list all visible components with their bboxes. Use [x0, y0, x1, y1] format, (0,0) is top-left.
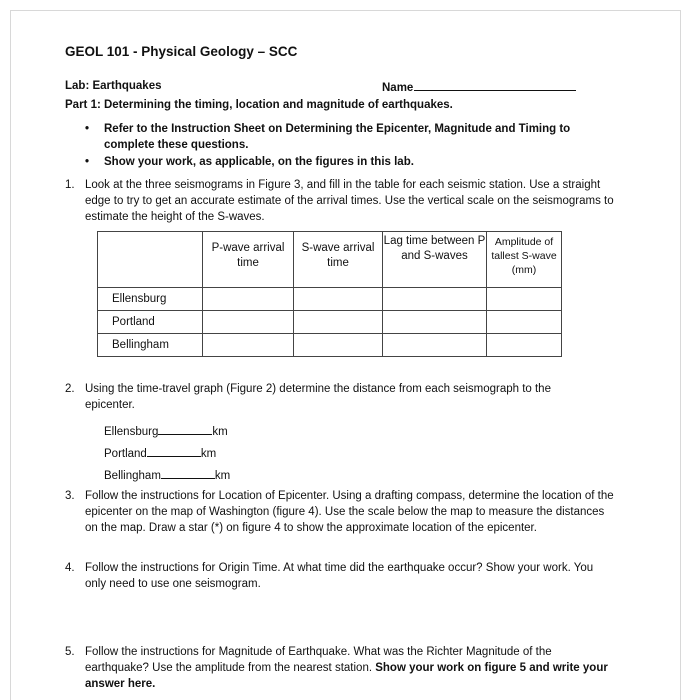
lab-label: Lab: Earthquakes: [65, 80, 162, 92]
table-header-p-wave: P-wave arrival time: [203, 232, 294, 288]
question-4-text: Follow the instructions for Origin Time. At what time did the earthquake occur? Show your work. You only need to use one seismogram.: [85, 562, 594, 590]
bullet-dot: •: [85, 123, 90, 135]
distance-line-ellensburg: [104, 422, 228, 440]
distance-line-portland: [104, 444, 216, 462]
question-3-text: Follow the instructions for Location of Epicenter. Using a drafting compass, determine the location of the epicenter on the map of Washington (figure 4). Use the scale below the map to measure the distances on the map. Draw a star (*) on figure 4 to show the approximate location of the epicenter.: [85, 490, 614, 534]
table-header-lag-time: Lag time between P and S-waves: [383, 232, 487, 288]
station-name: Portland: [104, 448, 147, 460]
name-label: Name: [382, 82, 414, 94]
bullet-show-work: Show your work, as applicable, on the figures in this lab.: [104, 156, 414, 168]
name-field: [382, 78, 576, 96]
table-cell-input[interactable]: [383, 334, 487, 357]
table-header-s-wave: S-wave arrival time: [294, 232, 383, 288]
table-cell-input[interactable]: [383, 288, 487, 311]
table-cell-input[interactable]: [294, 334, 383, 357]
answer-blank[interactable]: [158, 422, 212, 435]
table-cell-input[interactable]: [203, 334, 294, 357]
unit-km: km: [214, 470, 231, 482]
part1-heading: Part 1: Determining the timing, location and magnitude of earthquakes.: [65, 99, 453, 111]
distance-line-bellingham: [104, 466, 230, 484]
seismogram-table: [97, 231, 562, 357]
station-name: Ellensburg: [104, 426, 159, 438]
station-name: Bellingham: [104, 470, 161, 482]
bullet-dot: •: [85, 156, 90, 168]
table-cell-input[interactable]: [203, 311, 294, 334]
question-2-number: 2.: [65, 383, 75, 395]
name-blank-line: [414, 78, 576, 91]
table-cell-input[interactable]: [487, 311, 562, 334]
question-5-bold-instruction: Show your work on figure 5 and write your answer here.: [85, 662, 608, 690]
question-5-number: 5.: [65, 646, 75, 658]
bullet-instruction-sheet: Refer to the Instruction Sheet on Determining the Epicenter, Magnitude and Timing to complete these questions.: [104, 123, 571, 151]
table-row-station: Bellingham: [98, 334, 203, 357]
table-row-station: Portland: [98, 311, 203, 334]
unit-km: km: [200, 448, 217, 460]
table-header-blank: [98, 232, 203, 288]
table-cell-input[interactable]: [294, 288, 383, 311]
table-cell-input[interactable]: [487, 288, 562, 311]
table-cell-input[interactable]: [294, 311, 383, 334]
unit-km: km: [212, 426, 228, 438]
question-2-text: Using the time-travel graph (Figure 2) determine the distance from each seismograph to the epicenter.: [85, 383, 551, 411]
table-cell-input[interactable]: [487, 334, 562, 357]
table-row-station: Ellensburg: [98, 288, 203, 311]
question-1-text: Look at the three seismograms in Figure 3, and fill in the table for each seismic station. Use a straight edge to try to get an accurate estimate of the arrival times. Use the vertical scale on the seismograms to estimate the height of the S-waves.: [85, 179, 614, 223]
answer-blank[interactable]: [147, 444, 201, 457]
question-4-number: 4.: [65, 562, 75, 574]
table-header-amplitude: Amplitude of tallest S-wave (mm): [487, 232, 562, 288]
question-5-body: Follow the instructions for Magnitude of Earthquake. What was the Richter Magnitude of the earthquake? Use the amplitude from the nearest station.: [85, 646, 552, 674]
table-cell-input[interactable]: [203, 288, 294, 311]
table-cell-input[interactable]: [383, 311, 487, 334]
question-1-number: 1.: [65, 179, 75, 191]
document-title: GEOL 101 - Physical Geology – SCC: [65, 44, 298, 59]
question-5-text: [85, 644, 615, 692]
answer-blank[interactable]: [161, 466, 215, 479]
question-3-number: 3.: [65, 490, 75, 502]
